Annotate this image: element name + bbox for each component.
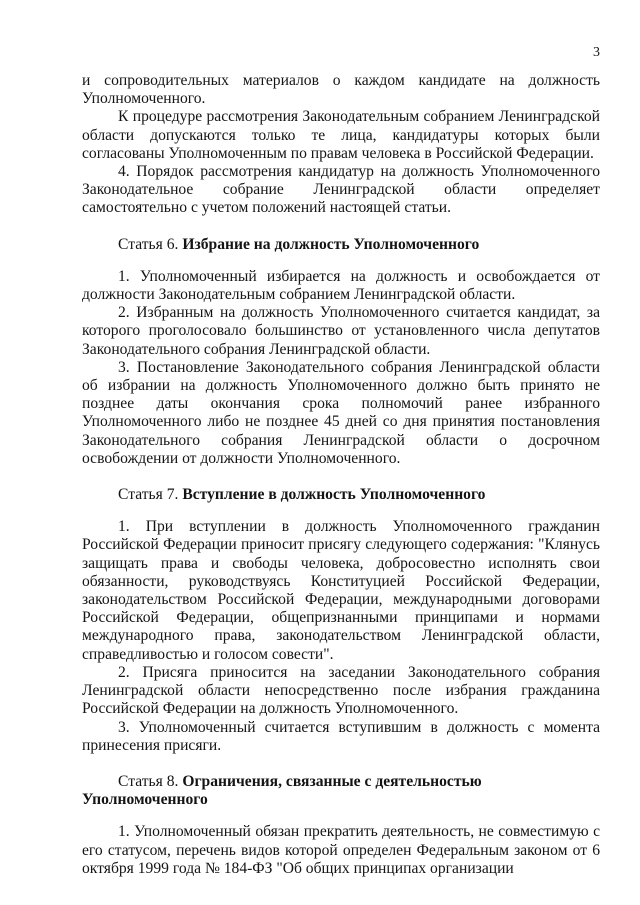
paragraph: 2. Присяга приносится на заседании Законодательного собрания Ленинградской области непосредственно после избрания гражданина Российской Федерации на должность Уполномоченного.: [82, 663, 600, 718]
paragraph: 1. Уполномоченный избирается на должность и освобождается от должности Законодательным собранием Ленинградской области.: [82, 267, 600, 304]
paragraph: 3. Постановление Законодательного собрания Ленинградской области об избрании на должность Уполномоченного должно быть принято не позднее даты окончания срока полномочий ранее избранного Уполномоченного либо не позднее 45 дней со дня принятия постановления Законодательного собрания Ленинградской области о досрочном освобождении от должности Уполномоченного.: [82, 358, 600, 467]
article-title: Ограничения, связанные с деятельностью Уполномоченного: [82, 772, 482, 809]
article-title: Избрание на должность Уполномоченного: [182, 235, 480, 253]
article-8-heading: [82, 773, 600, 809]
paragraph: 2. Избранным на должность Уполномоченного считается кандидат, за которого проголосовало большинство от установленного числа депутатов Законодательного собрания Ленинградской области.: [82, 304, 600, 358]
paragraph: 4. Порядок рассмотрения кандидатур на должность Уполномоченного Законодательное собрание Ленинградской области определяет самостоятельно с учетом положений настоящей статьи.: [82, 163, 600, 217]
article-6-heading: [82, 236, 600, 254]
paragraph: и сопроводительных материалов о каждом кандидате на должность Уполномоченного.: [82, 72, 600, 108]
article-prefix: Статья 6.: [118, 235, 179, 253]
paragraph: 1. Уполномоченный обязан прекратить деятельность, не совместимую с его статусом, перечень видов которой определен Федеральным законом от 6 октября 1999 года № 184-ФЗ "Об общих принципах организации: [82, 823, 600, 877]
article-prefix: Статья 7.: [118, 486, 179, 504]
document-body: [82, 72, 600, 878]
article-title: Вступление в должность Уполномоченного: [182, 486, 486, 504]
article-7-heading: [82, 486, 600, 504]
paragraph: 3. Уполномоченный считается вступившим в должность с момента принесения присяги.: [82, 718, 600, 754]
paragraph: К процедуре рассмотрения Законодательным собранием Ленинградской области допускаются только те лица, кандидатуры которых были согласованы Уполномоченным по правам человека в Российской Федерации.: [82, 108, 600, 162]
article-prefix: Статья 8.: [118, 772, 179, 790]
paragraph: 1. При вступлении в должность Уполномоченного гражданин Российской Федерации приносит присягу следующего содержания: "Клянусь защищать права и свободы человека, добросовестно исполнять свои обязанности, руководствуясь Конституцией Российской Федерации, законодательством Российской Федерации, международными договорами Российской Федерации, общепризнанными принципами и нормами международного права, законодательством Ленинградской области, справедливостью и голосом совести".: [82, 518, 600, 663]
page-number: 3: [593, 45, 600, 60]
